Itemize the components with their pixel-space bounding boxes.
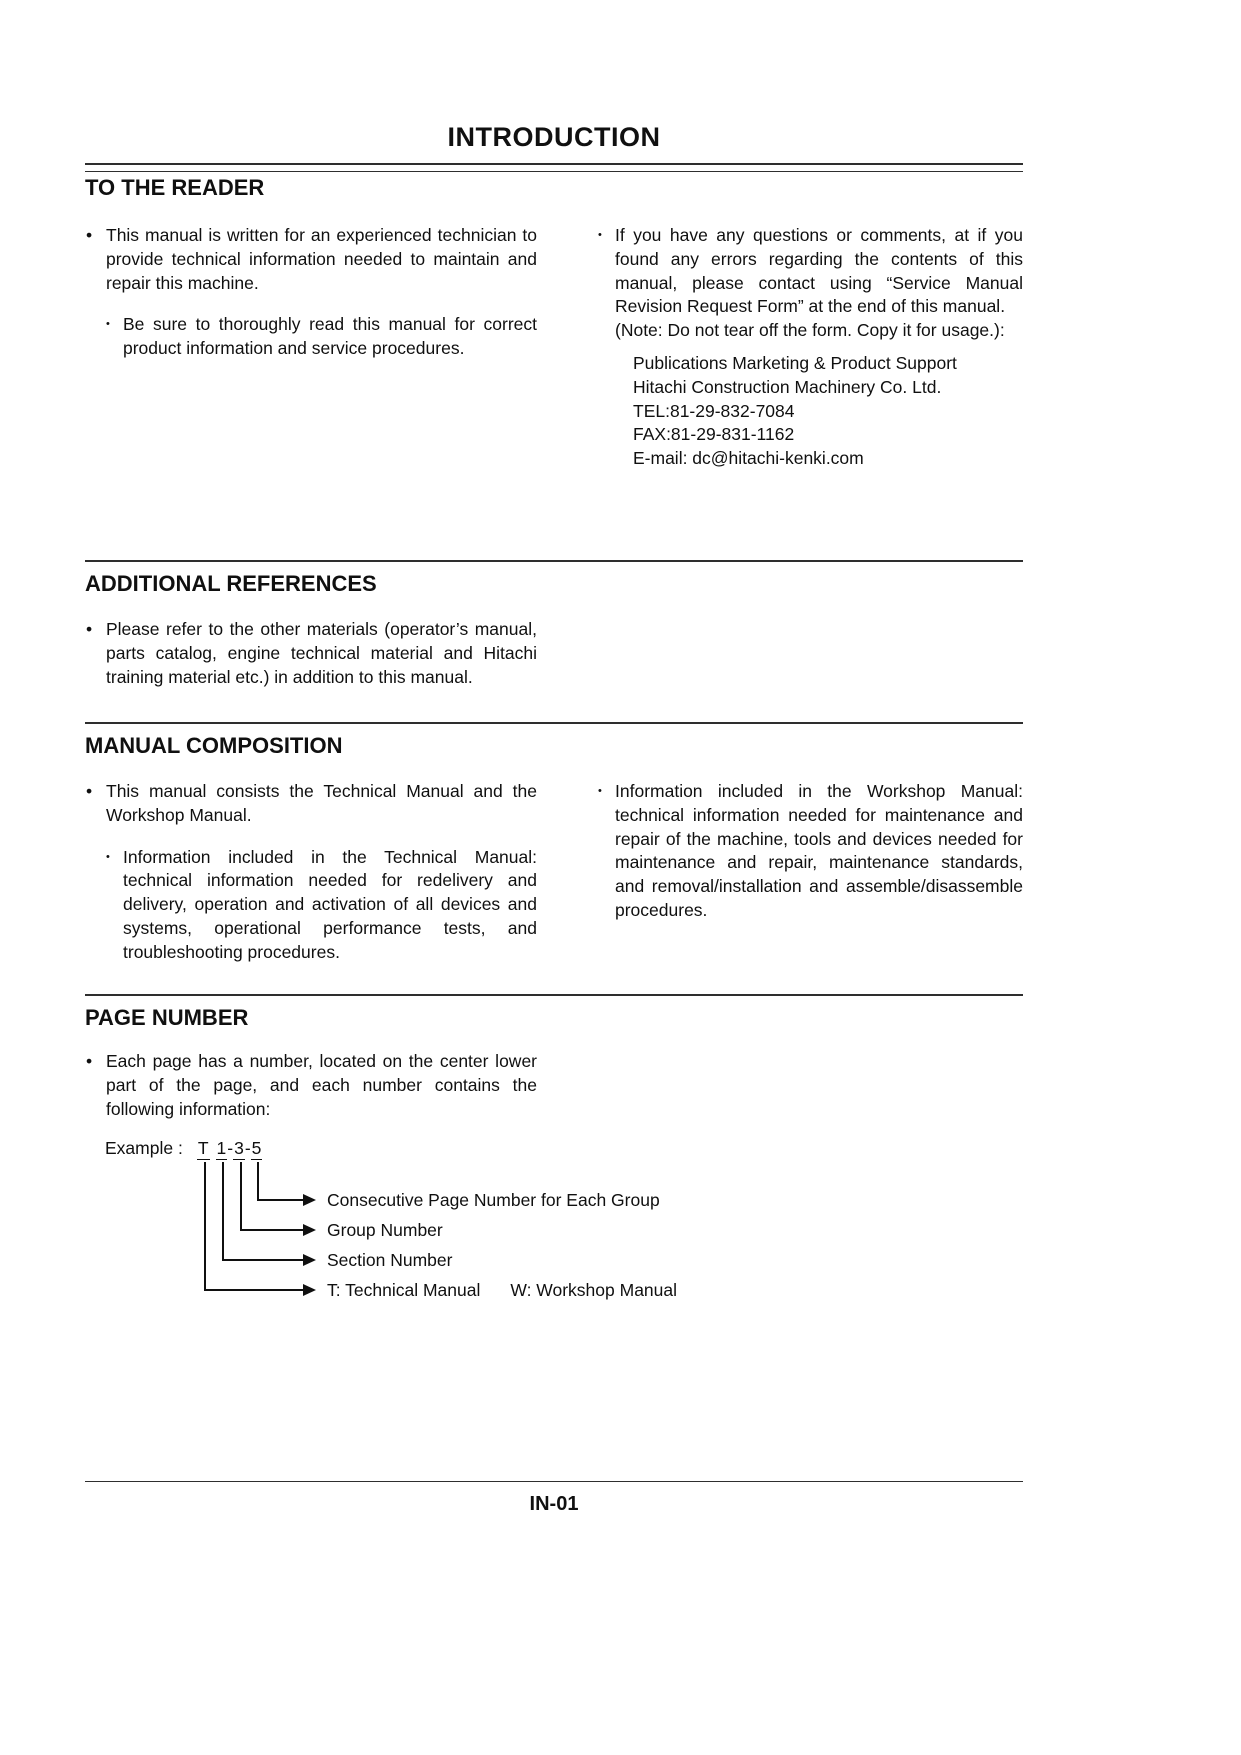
reader-note-text: (Note: Do not tear off the form. Copy it for usage.): [615,320,1005,341]
contact-line-publisher: Publications Marketing & Product Support [633,352,957,373]
reader-contact-text: If you have any questions or comments, at if you found any errors regarding the contents of this manual, please contact using “Service Manual Revision Request Form” at the end of this manual. [615,225,1023,317]
references-paragraph [85,618,537,689]
composition-intro-paragraph [85,780,537,828]
additional-references-column [85,618,537,689]
diagram-label-text: Consecutive Page Number for Each Group [327,1190,660,1210]
arrow-right-icon [303,1194,316,1206]
diagram-connector [240,1229,303,1231]
heading-manual-composition: MANUAL COMPOSITION [85,733,343,758]
reader-read-note-text: Be sure to thoroughly read this manual for correct product information and service procedures. [123,314,537,359]
arrow-right-icon [303,1254,316,1266]
reader-read-note-paragraph [105,313,537,361]
arrow-right-icon [303,1284,316,1296]
spacer [85,295,537,313]
reader-contact-paragraph [597,224,1023,471]
contact-line-tel: TEL:81-29-832-7084 [633,400,795,421]
sub-bullet-icon: • [598,229,602,241]
contact-line-email: E-mail: dc@hitachi-kenki.com [633,448,864,469]
example-row [105,1137,262,1161]
contact-line-company: Hitachi Construction Machinery Co. Ltd. [633,376,942,397]
reader-intro-text: This manual is written for an experienced technician to provide technical information needed to maintain and repair this machine. [106,225,537,293]
bullet-icon: • [86,781,93,801]
sub-bullet-icon: • [106,318,110,331]
diagram-label-section-number [327,1249,452,1271]
bullet-icon: • [86,619,93,639]
arrow-right-icon [303,1224,316,1236]
bullet-icon: • [86,1051,93,1071]
manual-composition-right-column [597,780,1023,923]
spacer [85,828,537,846]
sub-bullet-icon: • [106,850,110,863]
contact-block [633,352,1023,471]
to-the-reader-right-column [597,224,1023,471]
manual-composition-left-column [85,780,537,965]
diagram-label-consecutive-page [327,1189,660,1211]
code-char-section: 1 [216,1138,227,1158]
contact-line-fax: FAX:81-29-831-1162 [633,424,795,445]
composition-intro-text: This manual consists the Technical Manual and the Workshop Manual. [106,781,537,825]
workshop-manual-info-paragraph [597,780,1023,923]
workshop-manual-info-text: Information included in the Workshop Manual: technical information needed for maintenance and repair of the machine, tools and devices needed for maintenance and repair, maintenance standards, and removal/installation and assemble/disassemble procedures. [615,781,1023,920]
example-code [197,1137,263,1161]
heading-additional-references: ADDITIONAL REFERENCES [85,571,377,596]
section-divider [85,994,1023,996]
section-divider [85,722,1023,724]
code-dash: - [227,1138,234,1158]
references-text: Please refer to the other materials (operator’s manual, parts catalog, engine technical material and Hitachi training material etc.) in addition to this manual. [106,619,537,687]
diagram-label-group-number [327,1219,443,1241]
diagram-label-workshop: W: Workshop Manual [510,1280,678,1300]
title-divider [85,163,1023,172]
heading-to-the-reader: TO THE READER [85,175,265,200]
footer-divider [85,1481,1023,1482]
code-char-page: 5 [251,1138,262,1158]
code-char-t: T [197,1138,209,1158]
diagram-line-group-number [240,1162,242,1231]
page-title: INTRODUCTION [447,122,661,152]
page-number-paragraph [85,1050,537,1121]
diagram-label-technical: T: Technical Manual [327,1280,481,1300]
diagram-connector [222,1259,303,1261]
diagram-connector [204,1289,303,1291]
diagram-label-text: Group Number [327,1220,443,1240]
heading-page-number: PAGE NUMBER [85,1005,249,1030]
to-the-reader-left-column [85,224,537,361]
diagram-line-manual-type [204,1162,206,1291]
technical-manual-info-text: Information included in the Technical Manual: technical information needed for redelivery and delivery, operation and activation of all devices and systems, operational performance tests, and troubleshooting procedures. [123,846,537,962]
section-divider [85,560,1023,562]
diagram-line-section-number [222,1162,224,1261]
reader-intro-paragraph [85,224,537,295]
page-number-column [85,1050,537,1121]
bullet-icon: • [86,225,93,245]
example-label: Example : [105,1138,183,1158]
code-dash: - [244,1138,251,1158]
sub-bullet-icon: • [598,785,602,797]
diagram-line-page-number [257,1162,259,1201]
technical-manual-info-paragraph [105,846,537,965]
page-footer-number: IN-01 [529,1493,579,1515]
diagram-connector [257,1199,303,1201]
code-char-group: 3 [234,1138,244,1158]
diagram-label-text: Section Number [327,1250,453,1270]
diagram-label-manual-type [327,1279,677,1301]
page-number-text: Each page has a number, located on the center lower part of the page, and each number contains the following information: [106,1051,537,1119]
